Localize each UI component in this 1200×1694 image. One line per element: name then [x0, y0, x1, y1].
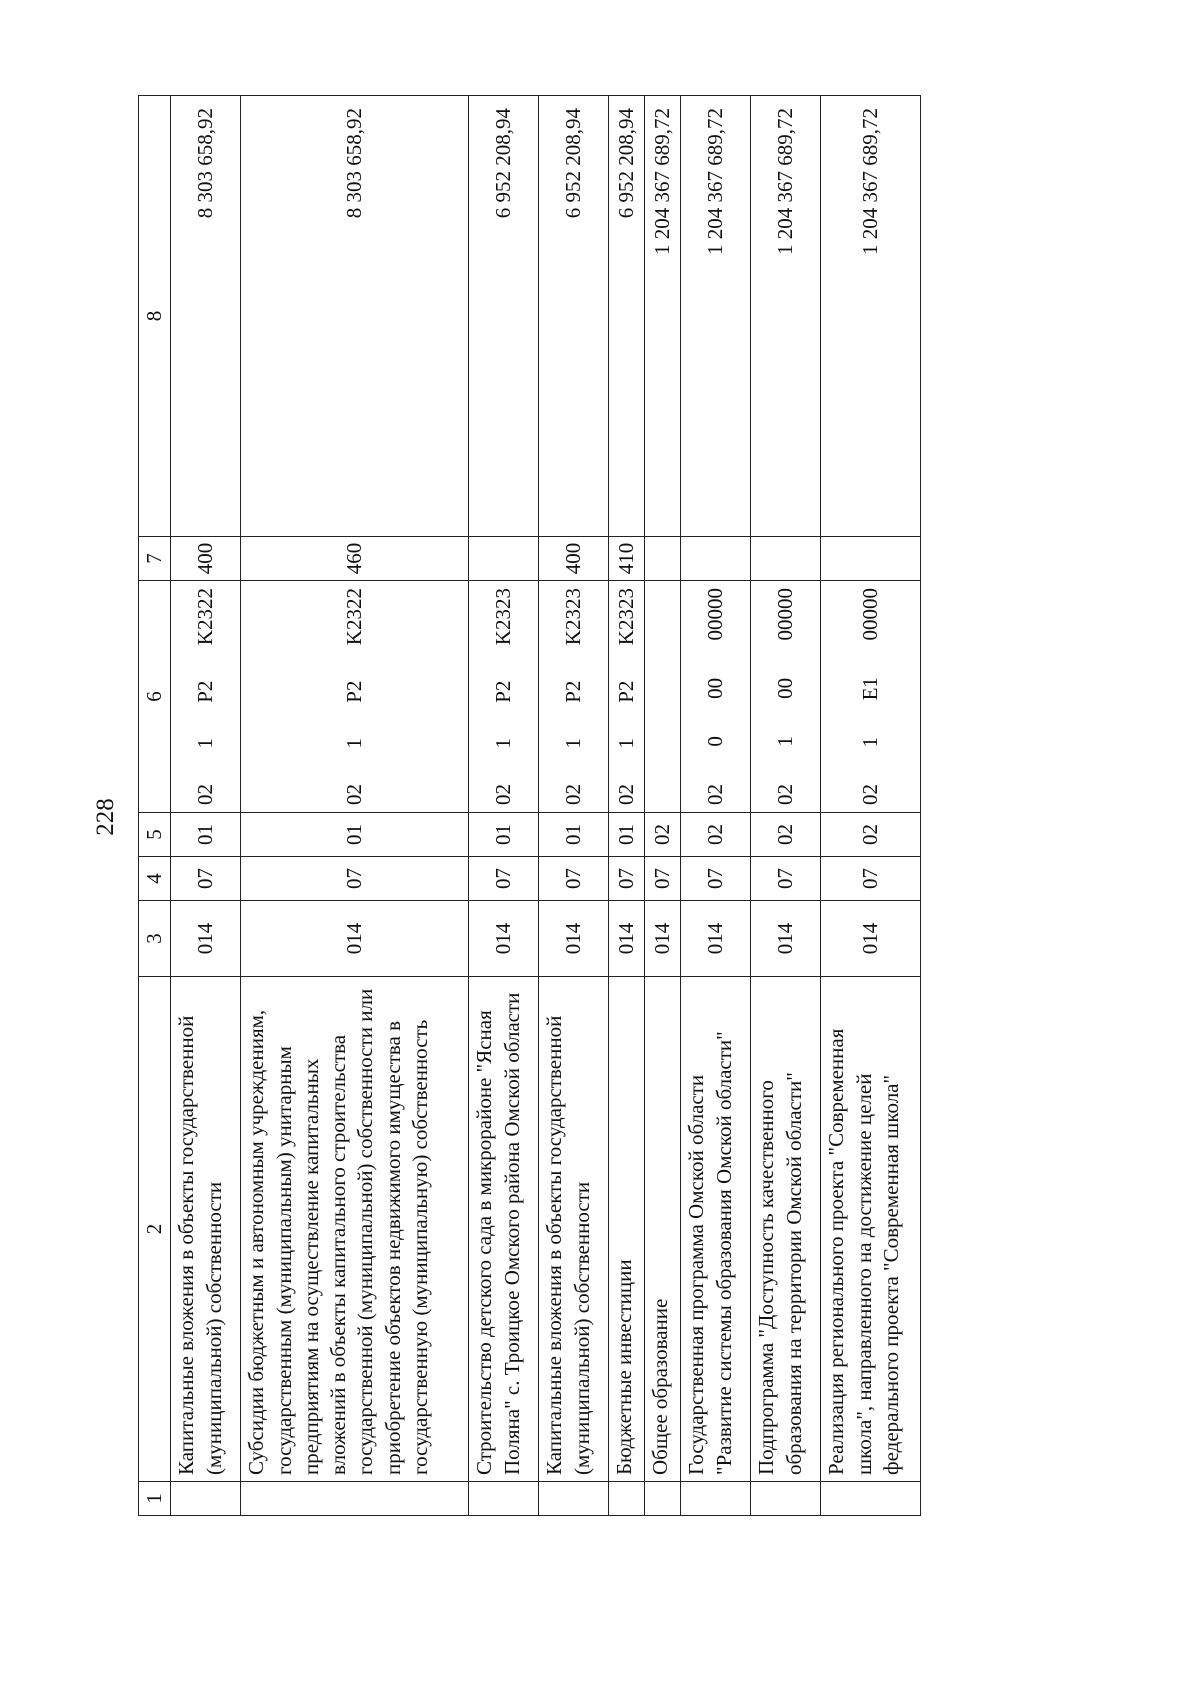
direction-code: K2322 — [342, 588, 367, 646]
amount: 6 952 208,94 — [539, 96, 609, 537]
subsection-code: 01 — [539, 813, 609, 857]
expense-type: 410 — [609, 537, 645, 581]
program-code: 02 — [858, 784, 883, 805]
table-row — [751, 96, 821, 1516]
header-col-3: 3 — [139, 901, 171, 977]
subsection-code: 02 — [645, 813, 681, 857]
subprogram-code: 1 — [342, 738, 367, 749]
row-number-cell — [241, 1482, 469, 1516]
target-article — [539, 581, 609, 813]
row-number-cell — [645, 1482, 681, 1516]
header-col-1: 1 — [139, 1482, 171, 1516]
section-code: 07 — [469, 857, 539, 901]
target-article — [821, 581, 921, 813]
project-code: P2 — [561, 680, 586, 703]
target-article — [609, 581, 645, 813]
subprogram-code: 1 — [561, 738, 586, 749]
table-row — [241, 96, 469, 1516]
row-number-cell — [681, 1482, 751, 1516]
header-col-2: 2 — [139, 977, 171, 1482]
section-code: 07 — [681, 857, 751, 901]
program-code: 02 — [614, 784, 639, 805]
subsection-code: 02 — [751, 813, 821, 857]
section-code: 07 — [539, 857, 609, 901]
program-code: 02 — [703, 784, 728, 805]
direction-code: K2323 — [614, 588, 639, 646]
row-name: Общее образование — [645, 977, 681, 1482]
row-number-cell — [609, 1482, 645, 1516]
table-row — [821, 96, 921, 1516]
project-code: 00 — [773, 677, 798, 699]
expense-type — [751, 537, 821, 581]
row-name: Реализация регионального проекта "Современная школа", направленного на достижение целей федерального проекта "Современная школа" — [821, 977, 921, 1482]
project-code: E1 — [858, 677, 883, 701]
header-col-7: 7 — [139, 537, 171, 581]
ministry-code: 014 — [645, 901, 681, 977]
section-code: 07 — [821, 857, 921, 901]
ministry-code: 014 — [821, 901, 921, 977]
target-article — [469, 581, 539, 813]
amount: 6 952 208,94 — [609, 96, 645, 537]
amount: 8 303 658,92 — [241, 96, 469, 537]
subprogram-code: 1 — [773, 736, 798, 747]
project-code: P2 — [342, 680, 367, 703]
table-row — [609, 96, 645, 1516]
subsection-code: 01 — [171, 813, 241, 857]
amount: 1 204 367 689,72 — [645, 96, 681, 537]
direction-code: 00000 — [773, 588, 798, 641]
row-name: Субсидии бюджетным и автономным учреждениям, государственным (муниципальным) унитарным предприятиям на осуществление капитальных вложений в объекты капитального строительства государственной (муниципальной) собственности или приобретение объектов недвижимого имущества в государственную (муниципальную) собственность — [241, 977, 469, 1482]
header-col-4: 4 — [139, 857, 171, 901]
subprogram-code: 1 — [491, 738, 516, 749]
subprogram-code: 1 — [193, 738, 218, 749]
target-article — [645, 581, 681, 813]
amount: 1 204 367 689,72 — [751, 96, 821, 537]
program-code: 02 — [561, 784, 586, 805]
table-row — [681, 96, 751, 1516]
row-number-cell — [539, 1482, 609, 1516]
amount: 1 204 367 689,72 — [681, 96, 751, 537]
section-code: 07 — [241, 857, 469, 901]
direction-code: 00000 — [703, 588, 728, 641]
expense-type — [821, 537, 921, 581]
expense-type: 460 — [241, 537, 469, 581]
subprogram-code: 0 — [703, 736, 728, 747]
program-code: 02 — [491, 784, 516, 805]
amount: 6 952 208,94 — [469, 96, 539, 537]
expense-type — [645, 537, 681, 581]
section-code: 07 — [751, 857, 821, 901]
table-row — [469, 96, 539, 1516]
project-code: P2 — [491, 680, 516, 703]
project-code: 00 — [703, 677, 728, 699]
ministry-code: 014 — [681, 901, 751, 977]
row-name: Государственная программа Омской области "Развитие системы образования Омской области" — [681, 977, 751, 1482]
target-article — [171, 581, 241, 813]
row-number-cell — [171, 1482, 241, 1516]
direction-code: 00000 — [858, 588, 883, 641]
subprogram-code: 1 — [614, 738, 639, 749]
direction-code: K2323 — [561, 588, 586, 646]
expense-type: 400 — [539, 537, 609, 581]
project-code: P2 — [193, 680, 218, 703]
row-name: Подпрограмма "Доступность качественного образования на территории Омской области" — [751, 977, 821, 1482]
subprogram-code: 1 — [858, 736, 883, 748]
ministry-code: 014 — [469, 901, 539, 977]
section-code: 07 — [645, 857, 681, 901]
header-row — [139, 96, 171, 1516]
row-name: Строительство детского сада в микрорайоне "Ясная Поляна" с. Троицкое Омского района Омской области — [469, 977, 539, 1482]
page-number: 228 — [92, 798, 119, 836]
expense-type — [469, 537, 539, 581]
subsection-code: 01 — [609, 813, 645, 857]
header-col-8: 8 — [139, 96, 171, 537]
program-code: 02 — [193, 784, 218, 805]
project-code: P2 — [614, 680, 639, 703]
direction-code: K2323 — [491, 588, 516, 646]
table-row — [171, 96, 241, 1516]
ministry-code: 014 — [171, 901, 241, 977]
ministry-code: 014 — [751, 901, 821, 977]
program-code: 02 — [342, 784, 367, 805]
section-code: 07 — [609, 857, 645, 901]
subsection-code: 01 — [469, 813, 539, 857]
direction-code: K2322 — [193, 588, 218, 646]
amount: 8 303 658,92 — [171, 96, 241, 537]
expense-type: 400 — [171, 537, 241, 581]
subsection-code: 01 — [241, 813, 469, 857]
subsection-code: 02 — [821, 813, 921, 857]
header-col-5: 5 — [139, 813, 171, 857]
expense-type — [681, 537, 751, 581]
row-number-cell — [469, 1482, 539, 1516]
row-name: Капитальные вложения в объекты государственной (муниципальной) собственности — [171, 977, 241, 1482]
program-code: 02 — [773, 784, 798, 805]
subsection-code: 02 — [681, 813, 751, 857]
ministry-code: 014 — [609, 901, 645, 977]
table-row — [539, 96, 609, 1516]
row-name: Капитальные вложения в объекты государственной (муниципальной) собственности — [539, 977, 609, 1482]
target-article — [681, 581, 751, 813]
section-code: 07 — [171, 857, 241, 901]
row-name: Бюджетные инвестиции — [609, 977, 645, 1482]
ministry-code: 014 — [539, 901, 609, 977]
row-number-cell — [821, 1482, 921, 1516]
table-row — [645, 96, 681, 1516]
target-article — [241, 581, 469, 813]
amount: 1 204 367 689,72 — [821, 96, 921, 537]
header-col-6: 6 — [139, 581, 171, 813]
target-article — [751, 581, 821, 813]
row-number-cell — [751, 1482, 821, 1516]
ministry-code: 014 — [241, 901, 469, 977]
budget-table — [138, 95, 921, 1516]
